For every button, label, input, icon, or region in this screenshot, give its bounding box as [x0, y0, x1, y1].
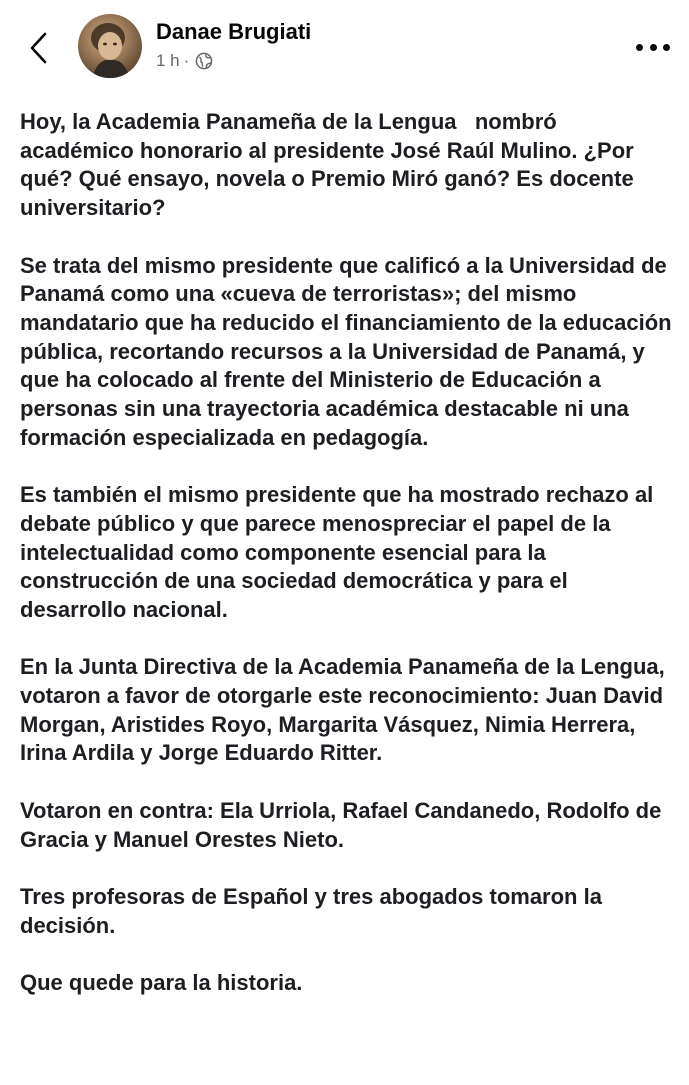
- post-paragraph: Tres profesoras de Español y tres abogados tomaron la decisión.: [20, 883, 609, 938]
- post-paragraph: Es también el mismo presidente que ha mostrado rechazo al debate público y que parece menospreciar el papel de la intelectualidad como componente esencial para la construcción de una sociedad democrática y para el desarrollo nacional.: [20, 482, 660, 622]
- more-horizontal-icon: [636, 44, 643, 51]
- globe-icon: [195, 52, 213, 70]
- avatar[interactable]: [78, 14, 142, 78]
- post-paragraph: Votaron en contra: Ela Urriola, Rafael Candanedo, Rodolfo de Gracia y Manuel Orestes Nieto.: [20, 797, 668, 852]
- post-paragraph: En la Junta Directiva de la Academia Panameña de la Lengua, votaron a favor de otorgarle este reconocimiento: Juan David Morgan, Aristides Royo, Margarita Vásquez, Nimia Herrera, Irina Ardila y Jorge Eduardo Ritter.: [20, 654, 671, 766]
- post-header: [0, 0, 689, 95]
- post-paragraph: Que quede para la historia.: [20, 970, 303, 995]
- post-time[interactable]: 1 h: [156, 51, 180, 70]
- avatar-photo: [78, 14, 142, 78]
- post-paragraph: Hoy, la Academia Panameña de la Lengua nombró académico honorario al presidente José Raúl Mulino. ¿Por qué? Qué ensayo, novela o Premio Miró ganó? Es docente universitario?: [20, 109, 640, 221]
- post-text: [20, 108, 678, 998]
- more-horizontal-icon: [663, 44, 670, 51]
- post-meta: [156, 51, 213, 71]
- back-button[interactable]: [22, 28, 56, 68]
- author-name[interactable]: Danae Brugiati: [156, 19, 312, 44]
- meta-separator: ·: [183, 51, 190, 70]
- post-paragraph: Se trata del mismo presidente que calificó a la Universidad de Panamá como una «cueva de terroristas»; del mismo mandatario que ha reducido el financiamiento de la educación pública, recortando recursos a la Universidad de Panamá, y que ha colocado al frente del Ministerio de Educación a personas sin una trayectoria académica destacable ni una formación especializada en pedagogía.: [20, 252, 678, 450]
- more-horizontal-icon: [650, 44, 657, 51]
- more-options-button[interactable]: [636, 38, 670, 56]
- chevron-left-icon: [29, 31, 49, 65]
